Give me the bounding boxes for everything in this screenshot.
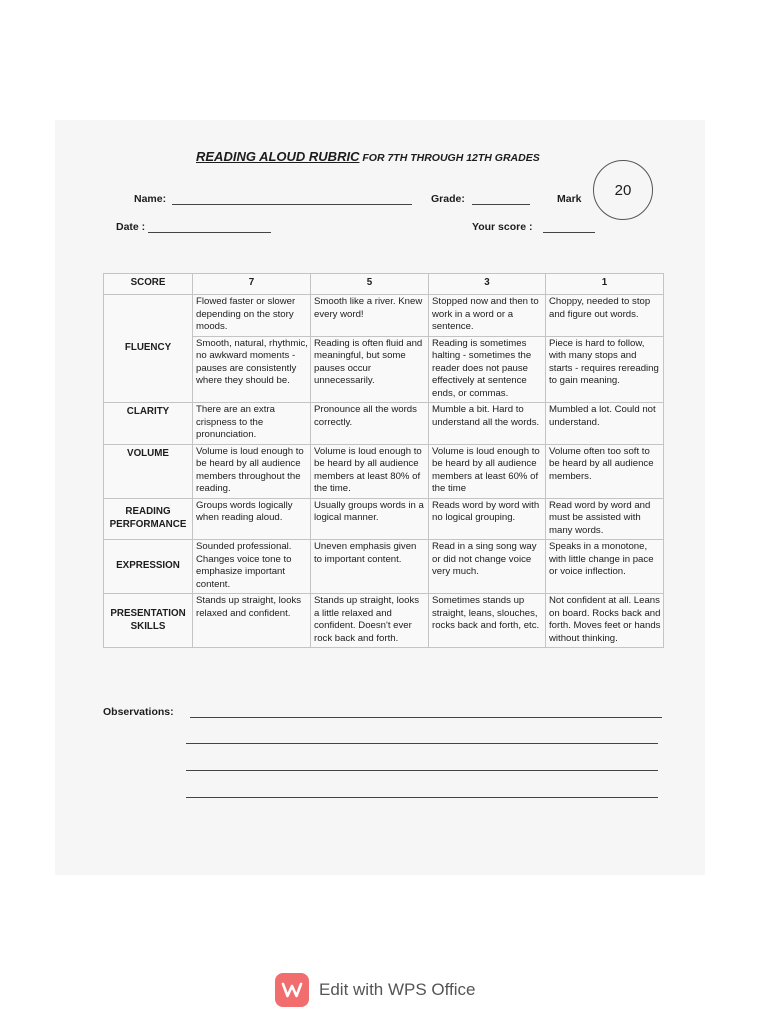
table-cell: Mumble a bit. Hard to understand all the words. [429, 403, 546, 445]
table-cell: Reads word by word with no logical grouping. [429, 498, 546, 540]
observations-line [186, 797, 658, 798]
row-category: EXPRESSION [104, 540, 193, 594]
column-header: 3 [429, 274, 546, 295]
table-cell: Stands up straight, looks a little relaxed and confident. Doesn't ever rock back and forth. [311, 594, 429, 648]
table-cell: There are an extra crispness to the pronunciation. [193, 403, 311, 445]
table-cell: Choppy, needed to stop and figure out words. [546, 295, 664, 337]
column-header: 5 [311, 274, 429, 295]
observations-line [186, 770, 658, 771]
table-cell: Volume is loud enough to be heard by all audience members at least 60% of the time [429, 444, 546, 498]
wps-edit-label: Edit with WPS Office [319, 980, 476, 999]
observations-label: Observations: [103, 706, 174, 718]
table-cell: Groups words logically when reading aloud. [193, 498, 311, 540]
table-cell: Sounded professional. Changes voice tone to emphasize important content. [193, 540, 311, 594]
table-row [104, 594, 664, 648]
grade-line [472, 204, 530, 205]
table-cell: Speaks in a monotone, with little change in pace or voice inflection. [546, 540, 664, 594]
name-line [172, 204, 412, 205]
table-header-row [104, 274, 664, 295]
name-label: Name: [134, 193, 167, 205]
table-cell: Smooth, natural, rhythmic, no awkward moments - pauses are consistently where they should be. [193, 336, 311, 403]
table-cell: Reading is sometimes halting - sometimes the reader does not pause effectively at sentence ends, or commas. [429, 336, 546, 403]
mark-label: Mark [557, 193, 582, 205]
date-line [148, 232, 271, 233]
table-cell: Stopped now and then to work in a word or a sentence. [429, 295, 546, 337]
title-main: READING ALOUD RUBRIC [196, 149, 360, 164]
table-cell: Usually groups words in a logical manner. [311, 498, 429, 540]
table-cell: Uneven emphasis given to important content. [311, 540, 429, 594]
row-category: VOLUME [104, 444, 193, 498]
table-cell: Volume is loud enough to be heard by all audience members at least 80% of the time. [311, 444, 429, 498]
table-cell: Smooth like a river. Knew every word! [311, 295, 429, 337]
table-row [104, 444, 664, 498]
table-cell: Sometimes stands up straight, leans, slouches, rocks back and forth, etc. [429, 594, 546, 648]
observations-line [190, 717, 662, 718]
row-category: CLARITY [104, 403, 193, 445]
table-cell: Volume often too soft to be heard by all audience members. [546, 444, 664, 498]
table-cell: Piece is hard to follow, with many stops and starts - requires rereading to gain meaning. [546, 336, 664, 403]
row-category: READING PERFORMANCE [104, 498, 193, 540]
table-row [104, 498, 664, 540]
wps-office-logo-icon [275, 973, 309, 1007]
mark-value: 20 [614, 181, 632, 199]
edit-with-wps-office-button[interactable] [275, 973, 476, 1007]
date-label: Date : [116, 221, 146, 233]
table-cell: Pronounce all the words correctly. [311, 403, 429, 445]
title-sub: FOR 7TH THROUGH 12TH GRADES [359, 152, 540, 164]
column-header: SCORE [104, 274, 193, 295]
rubric-table [103, 273, 664, 648]
observations-line [186, 743, 658, 744]
row-category: FLUENCY [104, 295, 193, 403]
grade-label: Grade: [431, 193, 465, 205]
table-cell: Read in a sing song way or did not change voice very much. [429, 540, 546, 594]
table-row [104, 295, 664, 337]
table-cell: Reading is often fluid and meaningful, but some pauses occur unnecessarily. [311, 336, 429, 403]
table-row [104, 403, 664, 445]
table-cell: Read word by word and must be assisted with many words. [546, 498, 664, 540]
page-title [196, 149, 540, 164]
table-cell: Not confident at all. Leans on board. Rocks back and forth. Moves feet or hands without thinking. [546, 594, 664, 648]
column-header: 1 [546, 274, 664, 295]
column-header: 7 [193, 274, 311, 295]
table-row [104, 540, 664, 594]
score-line [543, 232, 595, 233]
table-cell: Volume is loud enough to be heard by all audience members throughout the reading. [193, 444, 311, 498]
row-category: PRESENTATION SKILLS [104, 594, 193, 648]
score-label: Your score : [472, 221, 533, 233]
mark-circle [593, 160, 653, 220]
table-cell: Mumbled a lot. Could not understand. [546, 403, 664, 445]
table-cell: Stands up straight, looks relaxed and confident. [193, 594, 311, 648]
table-cell: Flowed faster or slower depending on the story moods. [193, 295, 311, 337]
